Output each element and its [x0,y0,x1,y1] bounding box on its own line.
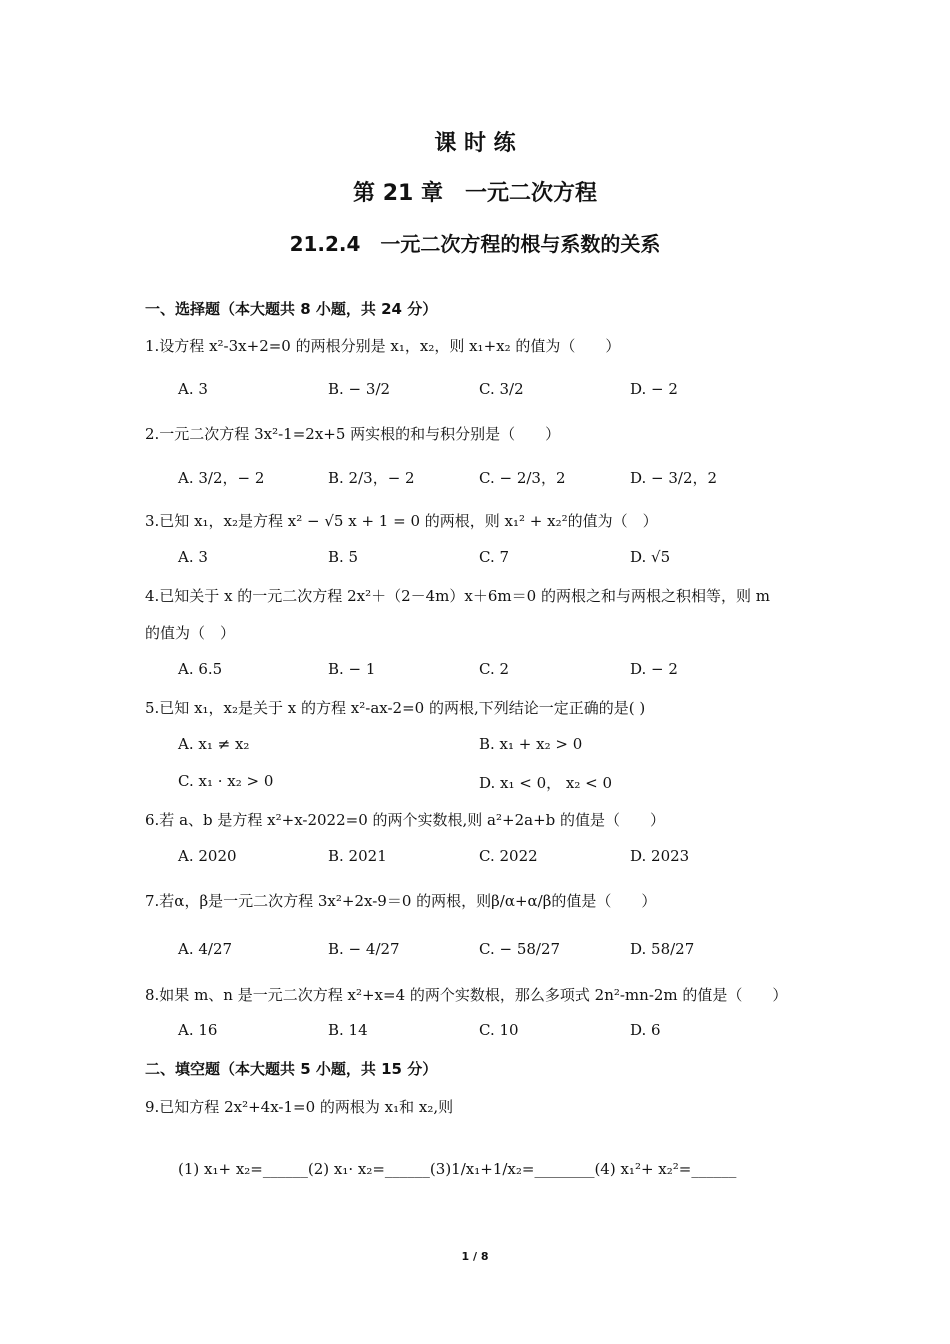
q3-option-b: B. 5 [328,548,359,566]
q2-option-b: B. 2/3，− 2 [328,469,415,487]
q1-option-b: B. − 3/2 [328,380,391,398]
q4-option-d: D. − 2 [630,660,678,678]
question-9: 9.已知方程 2x²+4x-1=0 的两根为 x₁和 x₂,则 [145,1098,454,1116]
q8-option-d: D. 6 [630,1021,661,1039]
q5-option-a: A. x₁ ≠ x₂ [178,735,250,753]
q3-option-d: D. √5 [630,548,671,566]
q7-option-d: D. 58/27 [630,940,695,958]
q6-option-d: D. 2023 [630,847,690,865]
question-4: 4.已知关于 x 的一元二次方程 2x²＋（2－4m）x＋6m＝0 的两根之和与两根之积相等，则 m [145,587,770,605]
q3-option-c: C. 7 [479,548,510,566]
question-3: 3.已知 x₁，x₂是方程 x² − √5 x + 1 = 0 的两根，则 x₁² + x₂²的值为（ ） [145,512,658,530]
q1-option-d: D. − 2 [630,380,678,398]
section-title: 21.2.4 一元二次方程的根与系数的关系 [289,232,661,256]
part1-heading: 一、选择题（本大题共 8 小题，共 24 分） [145,300,438,318]
question-8: 8.如果 m、n 是一元二次方程 x²+x=4 的两个实数根，那么多项式 2n²-mn-2m 的值是（ ） [145,986,788,1004]
question-6: 6.若 a、b 是方程 x²+x-2022=0 的两个实数根,则 a²+2a+b 的值是（ ） [145,811,666,829]
q1-option-a: A. 3 [178,380,208,398]
chapter-title: 第 21 章 一元二次方程 [353,181,597,206]
q4-option-b: B. − 1 [328,660,376,678]
q4-option-a: A. 6.5 [178,660,223,678]
question-1: 1.设方程 x²-3x+2=0 的两根分别是 x₁，x₂，则 x₁+x₂ 的值为（ ） [145,337,621,355]
q2-option-d: D. − 3/2，2 [630,469,718,487]
q7-option-a: A. 4/27 [178,940,233,958]
page-title: 课 时 练 [434,131,516,156]
question-5: 5.已知 x₁，x₂是关于 x 的方程 x²-ax-2=0 的两根,下列结论一定正确的是( ) [145,699,646,717]
question-9-blanks: (1) x₁+ x₂=______(2) x₁· x₂=______(3)1/x₁+1/x₂=________(4) x₁²+ x₂²=______ [178,1160,737,1178]
q2-option-a: A. 3/2，− 2 [178,469,265,487]
part2-heading: 二、填空题（本大题共 5 小题，共 15 分） [145,1060,438,1078]
q4-option-c: C. 2 [479,660,510,678]
q7-option-c: C. − 58/27 [479,940,561,958]
q8-option-c: C. 10 [479,1021,519,1039]
page-number: 1 / 8 [461,1250,489,1263]
q6-option-a: A. 2020 [178,847,237,865]
q1-option-c: C. 3/2 [479,380,524,398]
q5-option-d: D. x₁ < 0， x₂ < 0 [479,774,613,792]
q8-option-a: A. 16 [178,1021,218,1039]
q2-option-c: C. − 2/3，2 [479,469,566,487]
question-4-cont: 的值为（ ） [145,624,236,642]
q5-option-b: B. x₁ + x₂ > 0 [479,735,583,753]
q7-option-b: B. − 4/27 [328,940,400,958]
q8-option-b: B. 14 [328,1021,368,1039]
q5-option-c: C. x₁ · x₂ > 0 [178,772,274,790]
q6-option-c: C. 2022 [479,847,538,865]
q3-option-a: A. 3 [178,548,208,566]
q6-option-b: B. 2021 [328,847,387,865]
question-2: 2.一元二次方程 3x²-1=2x+5 两实根的和与积分别是（ ） [145,425,561,443]
question-7: 7.若α，β是一元二次方程 3x²+2x-9＝0 的两根，则β/α+α/β的值是（ ） [145,892,657,910]
